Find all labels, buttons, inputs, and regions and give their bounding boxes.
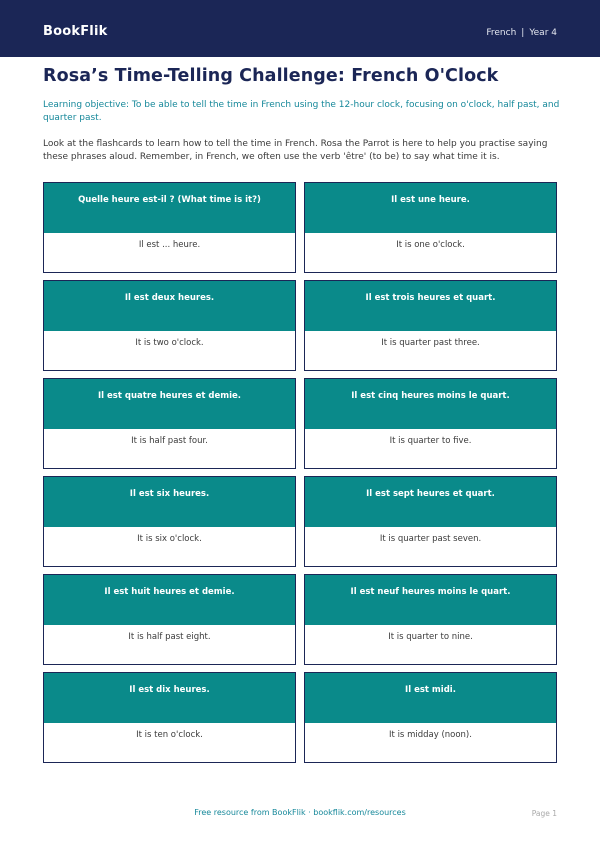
flashcard xyxy=(43,672,296,763)
flashcard-question: Il est cinq heures moins le quart. xyxy=(305,379,556,429)
year-label: Year 4 xyxy=(529,28,557,38)
flashcard-answer: It is quarter past seven. xyxy=(379,534,482,544)
flashcard xyxy=(304,476,557,567)
flashcard-question: Il est dix heures. xyxy=(44,673,295,723)
flashcard-answer: It is ten o'clock. xyxy=(136,730,203,740)
header-meta xyxy=(486,28,557,38)
brand-logo[interactable]: BookFlik xyxy=(43,24,108,39)
flashcard xyxy=(43,476,296,567)
page-title: Rosa’s Time-Telling Challenge: French O'Clock xyxy=(43,66,499,86)
flashcard-answer: It is one o'clock. xyxy=(396,240,465,250)
flashcard xyxy=(304,378,557,469)
flashcard xyxy=(304,280,557,371)
flashcard xyxy=(304,574,557,665)
subject-label: French xyxy=(486,28,517,38)
learning-objective: Learning objective: To be able to tell the time in French using the 12-hour clock, focusing on o'clock, half past, and quarter past. xyxy=(43,100,560,123)
separator: | xyxy=(521,28,525,38)
flashcard-question: Il est neuf heures moins le quart. xyxy=(305,575,556,625)
flashcard-answer: It is quarter to nine. xyxy=(388,632,473,642)
header-bar xyxy=(0,0,600,57)
flashcard-question: Il est une heure. xyxy=(305,183,556,233)
flashcard-answer: It is six o'clock. xyxy=(137,534,202,544)
flashcard xyxy=(43,182,296,273)
flashcard-answer: It is half past eight. xyxy=(128,632,211,642)
flashcard xyxy=(43,378,296,469)
flashcard xyxy=(304,182,557,273)
footer-link[interactable]: Free resource from BookFlik · bookflik.com/resources xyxy=(194,808,406,817)
flashcard-grid xyxy=(43,182,557,763)
flashcard xyxy=(304,672,557,763)
page-number: Page 1 xyxy=(531,809,557,818)
flashcard xyxy=(43,280,296,371)
flashcard-question: Il est trois heures et quart. xyxy=(305,281,556,331)
flashcard-question: Il est sept heures et quart. xyxy=(305,477,556,527)
flashcard-question: Il est quatre heures et demie. xyxy=(44,379,295,429)
flashcard-answer: It is quarter to five. xyxy=(389,436,472,446)
flashcard-answer: It is midday (noon). xyxy=(389,730,472,740)
flashcard-question: Il est midi. xyxy=(305,673,556,723)
flashcard-answer: It is half past four. xyxy=(131,436,208,446)
flashcard-answer: It is quarter past three. xyxy=(381,338,480,348)
flashcard-question: Il est huit heures et demie. xyxy=(44,575,295,625)
flashcard-question: Il est six heures. xyxy=(44,477,295,527)
flashcard-question: Quelle heure est-il ? (What time is it?) xyxy=(44,183,295,233)
flashcard-question: Il est deux heures. xyxy=(44,281,295,331)
flashcard xyxy=(43,574,296,665)
intro-paragraph: Look at the flashcards to learn how to tell the time in French. Rosa the Parrot is here to help you practise saying these phrases aloud. Remember, in French, we often use the verb 'être' (to be) to say what time it is. xyxy=(43,139,548,162)
flashcard-answer: Il est ... heure. xyxy=(138,240,201,250)
flashcard-answer: It is two o'clock. xyxy=(135,338,204,348)
